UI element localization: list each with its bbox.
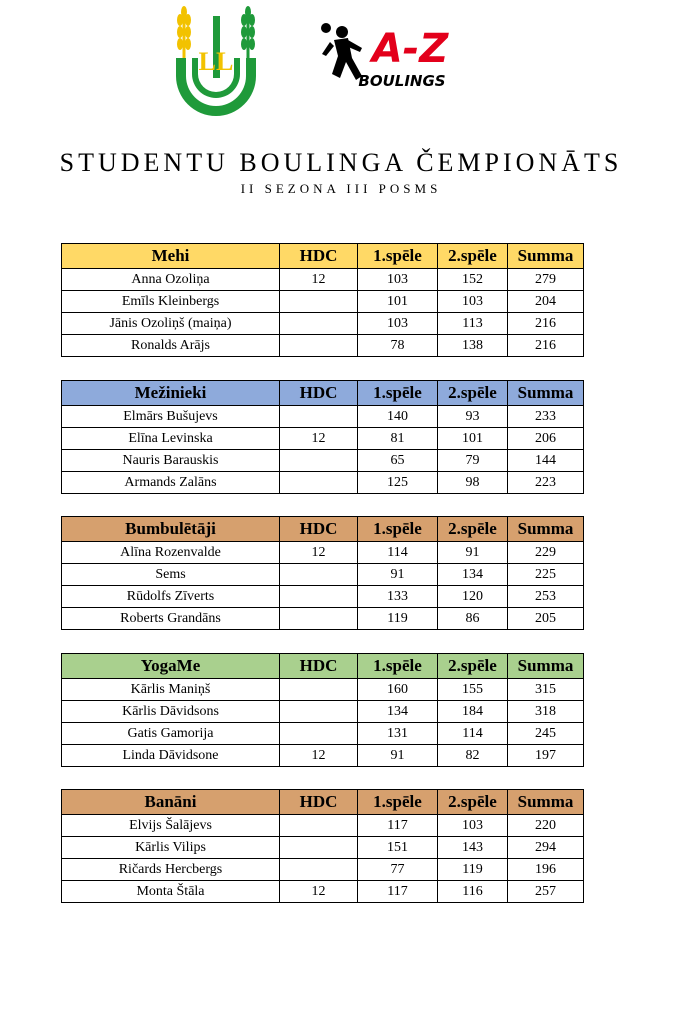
column-header: 1.spēle <box>358 790 438 815</box>
team-header-row <box>62 381 584 406</box>
game2-score: 184 <box>438 701 508 723</box>
team-table <box>61 653 584 767</box>
team-table <box>61 516 584 630</box>
hdc-cell <box>280 837 358 859</box>
hdc-cell <box>280 291 358 313</box>
team-table <box>61 243 584 357</box>
table-row <box>62 701 584 723</box>
table-row <box>62 406 584 428</box>
column-header: 2.spēle <box>438 654 508 679</box>
game2-score: 103 <box>438 815 508 837</box>
game2-score: 113 <box>438 313 508 335</box>
table-row <box>62 815 584 837</box>
column-header: HDC <box>280 517 358 542</box>
player-name: Kārlis Dāvidsons <box>62 701 280 723</box>
column-header: 2.spēle <box>438 381 508 406</box>
sum-score: 257 <box>508 881 584 903</box>
table-row <box>62 837 584 859</box>
player-name: Nauris Barauskis <box>62 450 280 472</box>
game1-score: 101 <box>358 291 438 313</box>
game1-score: 125 <box>358 472 438 494</box>
game1-score: 131 <box>358 723 438 745</box>
hdc-cell: 12 <box>280 745 358 767</box>
player-name: Emīls Kleinbergs <box>62 291 280 313</box>
table-row <box>62 679 584 701</box>
team-header-row <box>62 654 584 679</box>
player-name: Linda Dāvidsone <box>62 745 280 767</box>
game2-score: 91 <box>438 542 508 564</box>
player-name: Jānis Ozoliņš (maiņa) <box>62 313 280 335</box>
team-name: Bumbulētāji <box>62 517 280 542</box>
game1-score: 78 <box>358 335 438 357</box>
sum-score: 225 <box>508 564 584 586</box>
column-header: HDC <box>280 381 358 406</box>
wheat-left-icon <box>177 6 191 66</box>
table-row <box>62 335 584 357</box>
player-name: Anna Ozoliņa <box>62 269 280 291</box>
player-name: Elmārs Bušujevs <box>62 406 280 428</box>
table-row <box>62 542 584 564</box>
sum-score: 279 <box>508 269 584 291</box>
team-header-row <box>62 790 584 815</box>
sum-score: 223 <box>508 472 584 494</box>
team-name: Mehi <box>62 244 280 269</box>
column-header: HDC <box>280 244 358 269</box>
sum-score: 204 <box>508 291 584 313</box>
player-name: Kārlis Vilips <box>62 837 280 859</box>
hdc-cell <box>280 723 358 745</box>
table-row <box>62 723 584 745</box>
game1-score: 119 <box>358 608 438 630</box>
game2-score: 101 <box>438 428 508 450</box>
player-name: Alīna Rozenvalde <box>62 542 280 564</box>
game1-score: 117 <box>358 815 438 837</box>
column-header: 1.spēle <box>358 654 438 679</box>
game1-score: 103 <box>358 269 438 291</box>
game1-score: 160 <box>358 679 438 701</box>
team-name: YogaMe <box>62 654 280 679</box>
column-header: 1.spēle <box>358 244 438 269</box>
column-header: 1.spēle <box>358 517 438 542</box>
hdc-cell: 12 <box>280 269 358 291</box>
sum-score: 197 <box>508 745 584 767</box>
table-row <box>62 586 584 608</box>
game1-score: 65 <box>358 450 438 472</box>
game1-score: 133 <box>358 586 438 608</box>
sum-score: 253 <box>508 586 584 608</box>
hdc-cell: 12 <box>280 542 358 564</box>
game2-score: 86 <box>438 608 508 630</box>
player-name: Elīna Levinska <box>62 428 280 450</box>
game2-score: 103 <box>438 291 508 313</box>
sum-score: 233 <box>508 406 584 428</box>
sum-score: 196 <box>508 859 584 881</box>
game2-score: 119 <box>438 859 508 881</box>
game2-score: 82 <box>438 745 508 767</box>
sum-score: 294 <box>508 837 584 859</box>
game2-score: 93 <box>438 406 508 428</box>
sum-score: 205 <box>508 608 584 630</box>
sum-score: 144 <box>508 450 584 472</box>
game1-score: 81 <box>358 428 438 450</box>
game2-score: 114 <box>438 723 508 745</box>
game1-score: 134 <box>358 701 438 723</box>
az-logo-letters: A-Z <box>371 26 449 72</box>
game2-score: 98 <box>438 472 508 494</box>
player-name: Sems <box>62 564 280 586</box>
table-row <box>62 291 584 313</box>
team-table <box>61 380 584 494</box>
player-name: Kārlis Maniņš <box>62 679 280 701</box>
hdc-cell: 12 <box>280 881 358 903</box>
table-row <box>62 608 584 630</box>
hdc-cell <box>280 608 358 630</box>
player-name: Armands Zalāns <box>62 472 280 494</box>
hdc-cell <box>280 701 358 723</box>
column-header: HDC <box>280 654 358 679</box>
hdc-cell <box>280 406 358 428</box>
game1-score: 117 <box>358 881 438 903</box>
column-header: 2.spēle <box>438 517 508 542</box>
team-header-row <box>62 244 584 269</box>
team-header-row <box>62 517 584 542</box>
wheat-right-icon <box>241 6 255 66</box>
player-name: Ričards Hercbergs <box>62 859 280 881</box>
player-name: Ronalds Arājs <box>62 335 280 357</box>
hdc-cell <box>280 815 358 837</box>
game1-score: 91 <box>358 564 438 586</box>
page-title: STUDENTU BOULINGA ČEMPIONĀTS <box>59 148 623 177</box>
logo-bar <box>0 0 682 130</box>
column-header: 1.spēle <box>358 381 438 406</box>
player-name: Monta Štāla <box>62 881 280 903</box>
column-header: Summa <box>508 790 584 815</box>
hdc-cell <box>280 313 358 335</box>
column-header: Summa <box>508 517 584 542</box>
table-row <box>62 745 584 767</box>
hdc-cell <box>280 859 358 881</box>
column-header: HDC <box>280 790 358 815</box>
player-name: Gatis Gamorija <box>62 723 280 745</box>
sum-score: 315 <box>508 679 584 701</box>
game2-score: 143 <box>438 837 508 859</box>
column-header: Summa <box>508 244 584 269</box>
sum-score: 206 <box>508 428 584 450</box>
game1-score: 151 <box>358 837 438 859</box>
sum-score: 216 <box>508 313 584 335</box>
player-name: Roberts Grandāns <box>62 608 280 630</box>
game2-score: 134 <box>438 564 508 586</box>
hdc-cell <box>280 679 358 701</box>
table-row <box>62 450 584 472</box>
column-header: Summa <box>508 381 584 406</box>
team-table <box>61 789 584 903</box>
column-header: Summa <box>508 654 584 679</box>
page-subtitle: II SEZONA III POSMS <box>240 181 442 196</box>
team-name: Banāni <box>62 790 280 815</box>
game1-score: 114 <box>358 542 438 564</box>
hdc-cell <box>280 450 358 472</box>
table-row <box>62 269 584 291</box>
game1-score: 140 <box>358 406 438 428</box>
game2-score: 116 <box>438 881 508 903</box>
bowler-icon <box>321 23 362 80</box>
game2-score: 155 <box>438 679 508 701</box>
sum-score: 220 <box>508 815 584 837</box>
az-boulings-logo <box>318 18 458 98</box>
team-name: Mežinieki <box>62 381 280 406</box>
game2-score: 152 <box>438 269 508 291</box>
table-row <box>62 313 584 335</box>
column-header: 2.spēle <box>438 790 508 815</box>
az-logo-word: BOULINGS <box>358 72 446 90</box>
table-row <box>62 881 584 903</box>
player-name: Elvijs Šalājevs <box>62 815 280 837</box>
game1-score: 77 <box>358 859 438 881</box>
game1-score: 103 <box>358 313 438 335</box>
table-row <box>62 472 584 494</box>
table-row <box>62 859 584 881</box>
hdc-cell: 12 <box>280 428 358 450</box>
game2-score: 138 <box>438 335 508 357</box>
llu-logo <box>170 6 262 118</box>
player-name: Rūdolfs Zīverts <box>62 586 280 608</box>
table-row <box>62 428 584 450</box>
sum-score: 245 <box>508 723 584 745</box>
sum-score: 318 <box>508 701 584 723</box>
sum-score: 229 <box>508 542 584 564</box>
game2-score: 120 <box>438 586 508 608</box>
hdc-cell <box>280 564 358 586</box>
hdc-cell <box>280 335 358 357</box>
hdc-cell <box>280 586 358 608</box>
llu-logo-text: LL <box>198 47 234 76</box>
column-header: 2.spēle <box>438 244 508 269</box>
table-row <box>62 564 584 586</box>
sum-score: 216 <box>508 335 584 357</box>
game1-score: 91 <box>358 745 438 767</box>
game2-score: 79 <box>438 450 508 472</box>
hdc-cell <box>280 472 358 494</box>
